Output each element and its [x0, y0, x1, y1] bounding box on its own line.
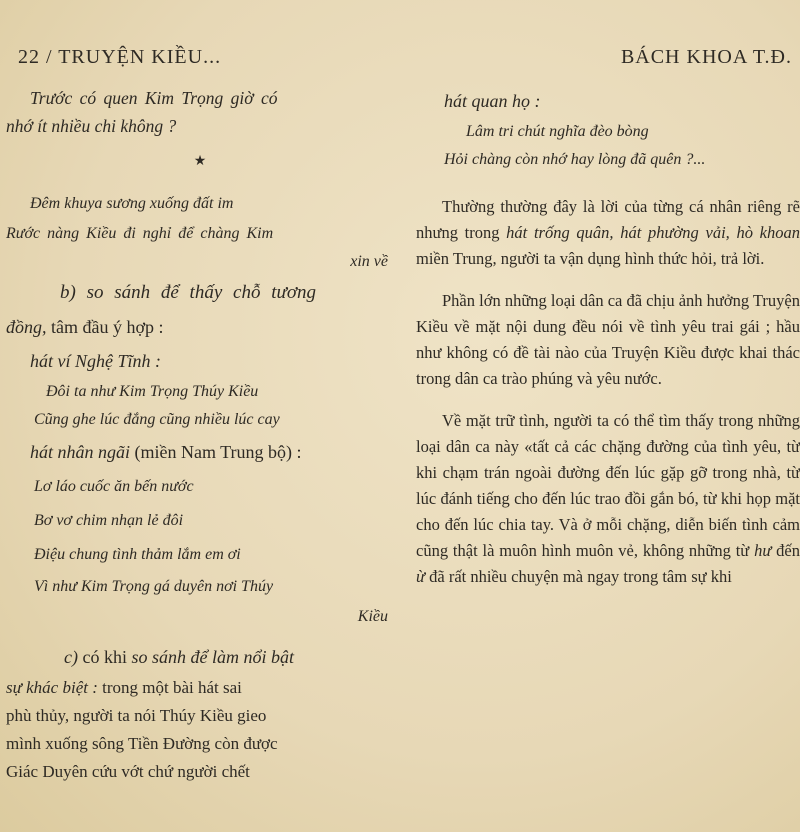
point-c-label: c)	[64, 647, 78, 667]
verse-line: Lơ láo cuốc ăn bến nước	[34, 478, 194, 495]
subheading-hat-quan-ho: hát quan họ :	[444, 91, 541, 111]
paragraph-italic: ừ	[416, 567, 425, 586]
verse-line: Vì như Kim Trọng gá duyên nơi Thúy	[34, 578, 274, 595]
paragraph-text: đến	[771, 541, 800, 560]
verse-line: Đêm khuya sương xuống đất im	[30, 195, 234, 212]
verse-line: xin về	[350, 253, 388, 270]
point-c-line-2	[6, 674, 394, 702]
left-column	[6, 84, 394, 786]
point-c-text: có khi	[77, 647, 132, 667]
subheading-text: (miền Nam Trung bộ) :	[130, 442, 302, 462]
verse-line: Điệu chung tình thảm lắm em ơi	[34, 546, 241, 563]
verse-line: Hỏi chàng còn nhớ hay lòng đã quên ?...	[444, 151, 706, 168]
subheading-italic: hát nhân ngãi	[30, 442, 131, 462]
subheading-hat-vi: hát ví Nghệ Tĩnh :	[30, 351, 161, 371]
verse-line: Lâm tri chút nghĩa đèo bòng	[466, 123, 649, 140]
paragraph-3	[416, 408, 800, 590]
point-b-text: tâm đầu ý hợp :	[46, 317, 164, 337]
paragraph-2: Phần lớn những loại dân ca đã chịu ảnh hưởng Truyện Kiều về mặt nội dung đều nói về tình yêu trai gái ; hầu như không có đề tài nào của Truyện Kiều được khai thác trong dân ca trào phúng và yêu nước.	[416, 291, 800, 388]
point-b-italic: đồng,	[6, 317, 47, 337]
body-line: phù thủy, người ta nói Thúy Kiều gieo	[6, 706, 267, 725]
subheading-hat-nhan-ngai	[6, 434, 394, 470]
point-b-line-1: b) so sánh để thấy chỗ tương	[60, 282, 316, 303]
paragraph-1	[416, 194, 800, 272]
paragraph-text: miền Trung, người ta vận dụng hình thức hỏi, trả lời.	[416, 249, 765, 268]
point-c-italic: so sánh để làm nổi bật	[131, 647, 294, 667]
point-c-text-2: trong một bài hát sai	[97, 678, 242, 697]
paragraph-text: Thường thường đây là lời của từng cá nhân riêng rẽ nhưng trong	[416, 197, 800, 242]
right-column	[416, 84, 800, 590]
point-c-italic-2: sự khác biệt :	[6, 678, 98, 697]
body-line: mình xuống sông Tiền Đường còn được	[6, 734, 278, 753]
paragraph-text: Về mặt trữ tình, người ta có thể tìm thấy trong những loại dân ca này «tất cả các chặng đường của tình yêu, từ khi chạm trán ngoài đường đến lúc gặp gỡ trong nhà, từ lúc đánh tiếng cho đến lúc trao đồi gắn bó, từ khi họp mặt cho đến lúc chia tay. Và ở mỗi chặng, diễn biến tình cảm cũng thật là muôn hình muôn vẻ, không những từ	[416, 411, 800, 560]
paragraph-text: đã rất nhiều chuyện mà ngay trong tâm sự khi	[425, 567, 732, 586]
verse-line: Cũng ghe lúc đắng cũng nhiều lúc cay	[34, 411, 280, 428]
intro-line-2: nhớ ít nhiều chi không ?	[6, 116, 177, 136]
section-star: ★	[193, 154, 207, 169]
body-line: Giác Duyên cứu vớt chứ người chết	[6, 762, 250, 781]
verse-line: Kiều	[357, 608, 388, 625]
page-header-left: 22 / TRUYỆN KIỀU...	[18, 46, 222, 68]
verse-line: Bơ vơ chim nhạn lẻ đôi	[34, 512, 184, 529]
paragraph-italic: hư	[754, 541, 772, 560]
paragraph-italic: hát trống quân, hát phường vải, hò khoan	[506, 223, 800, 242]
verse-line: Rước nàng Kiều đi nghỉ để chàng Kim	[6, 225, 274, 242]
point-c-line-1	[6, 640, 394, 674]
point-b-line-2	[6, 310, 394, 344]
page-header-right: BÁCH KHOA T.Đ.	[620, 46, 792, 68]
intro-line-1: Trước có quen Kim Trọng giờ có	[30, 88, 278, 108]
verse-line: Đôi ta như Kim Trọng Thúy Kiều	[46, 383, 259, 400]
